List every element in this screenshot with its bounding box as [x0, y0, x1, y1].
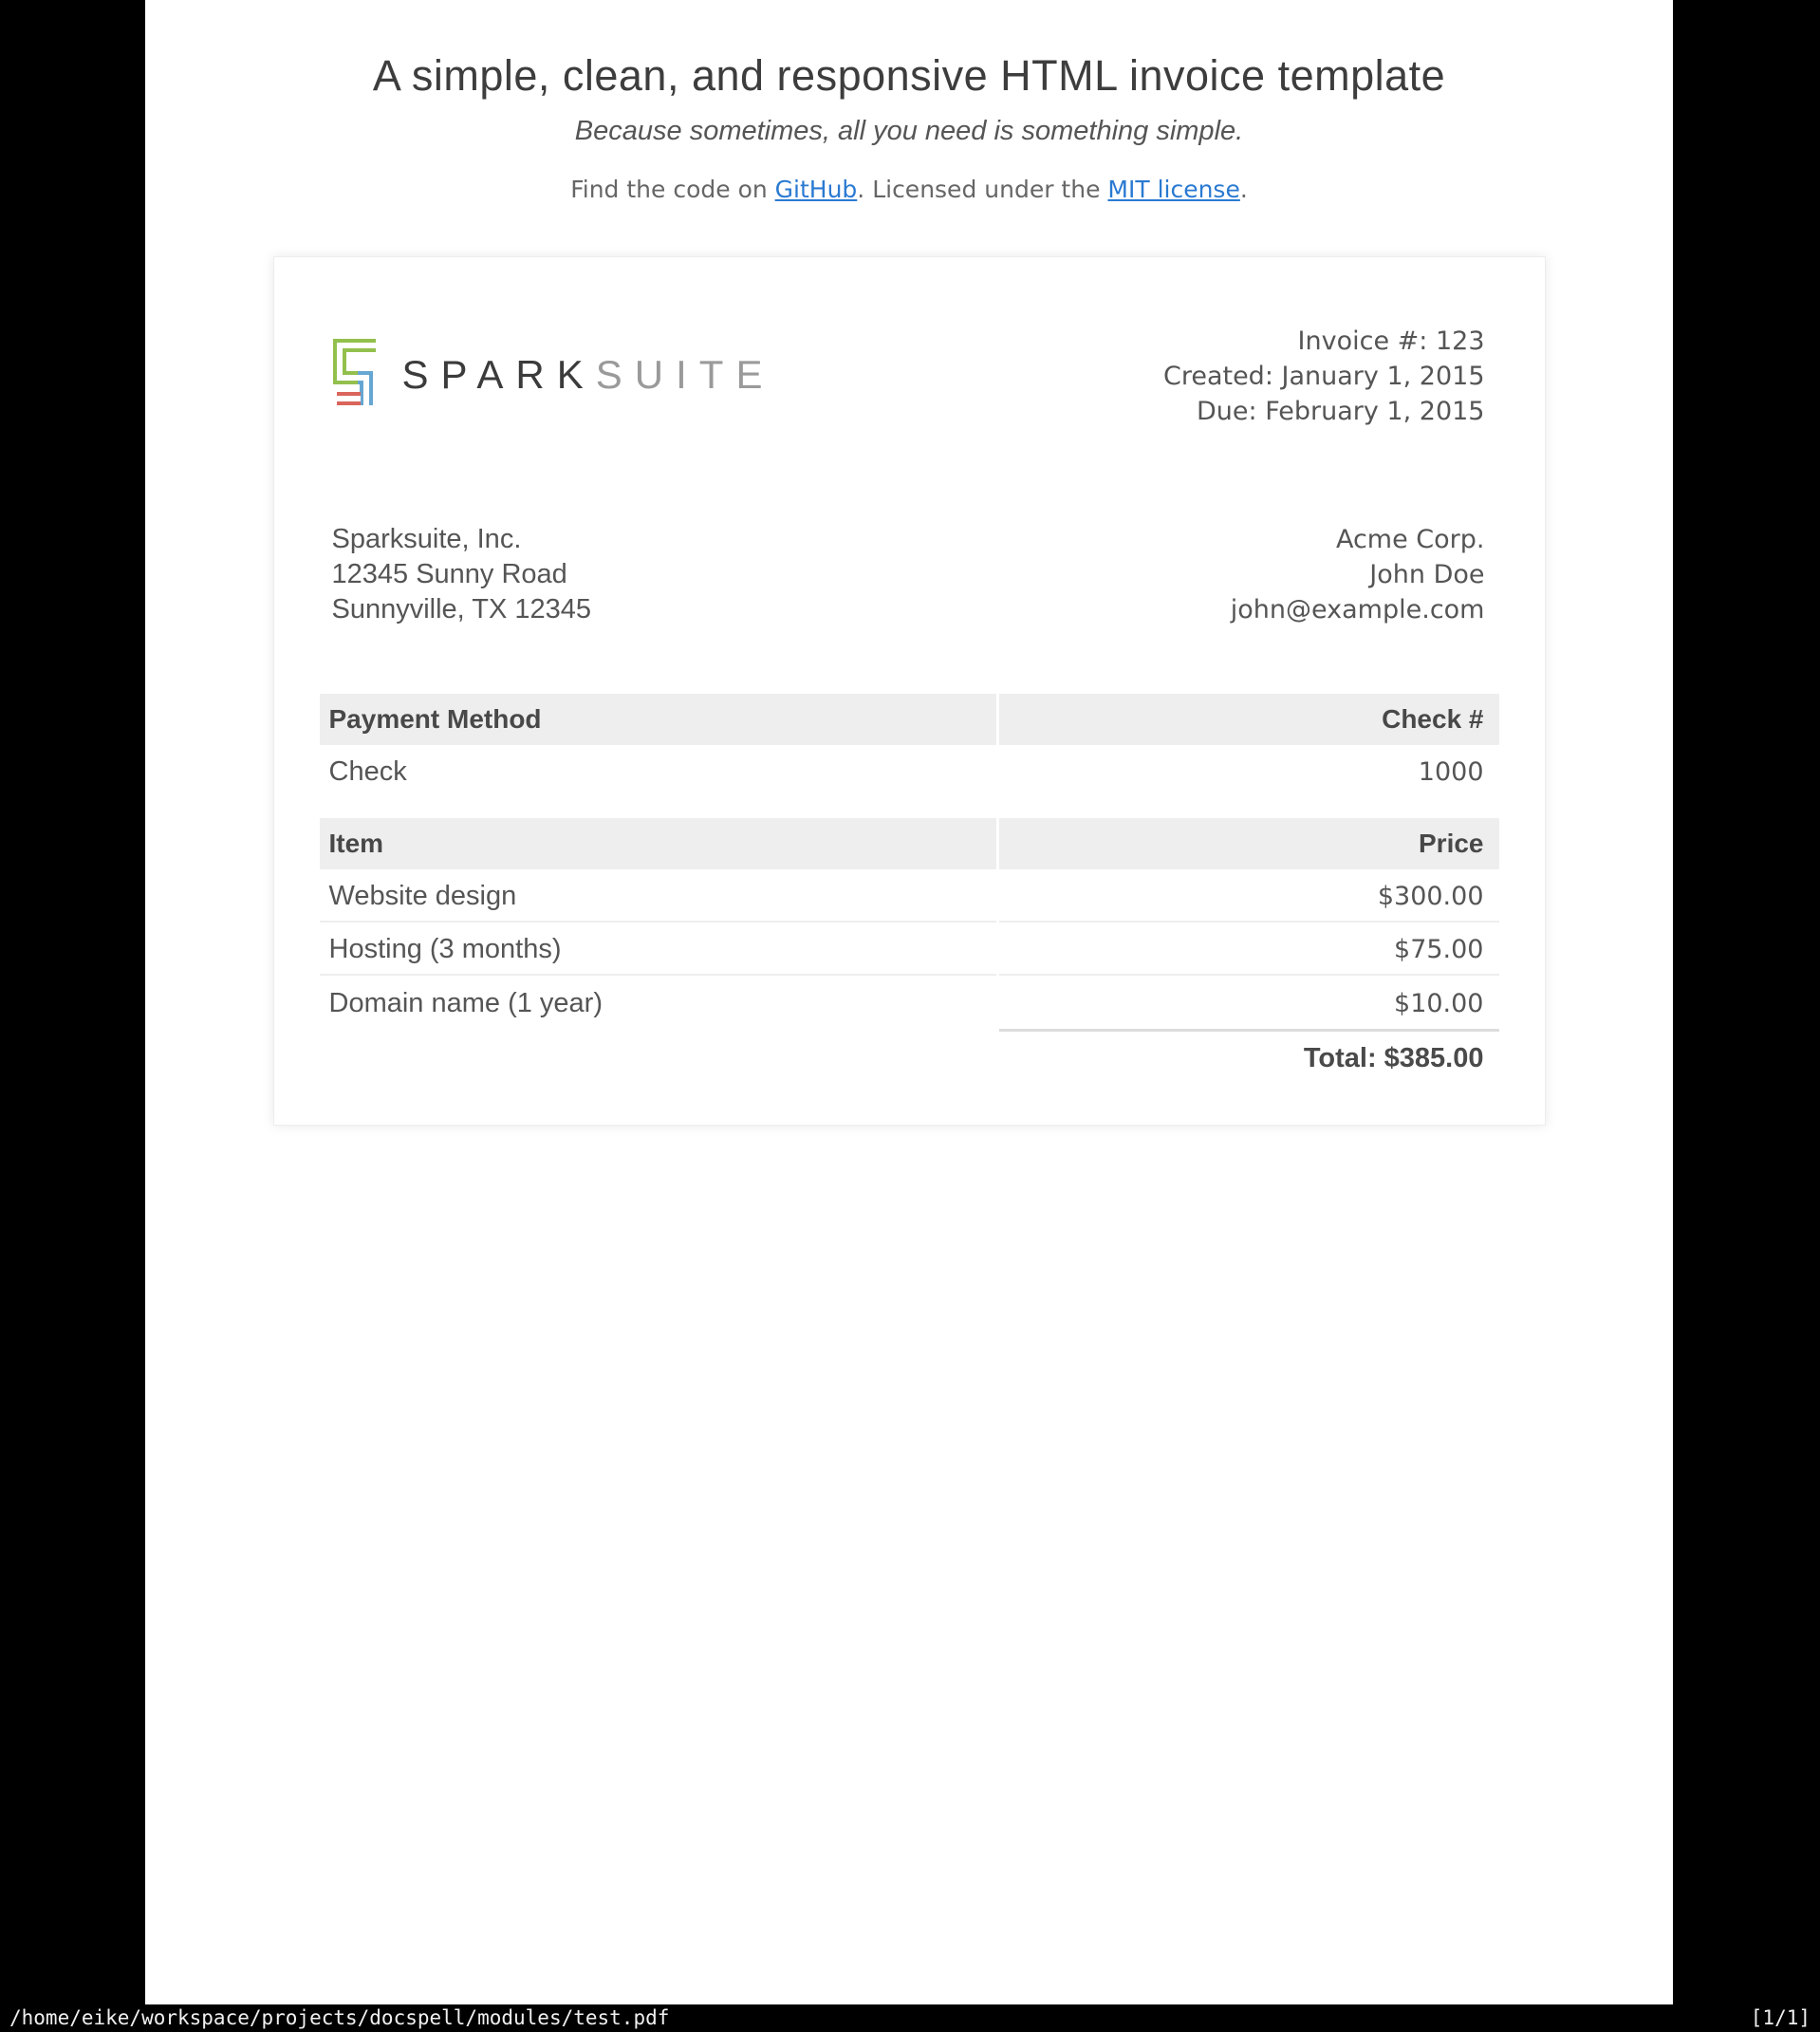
- links-suffix-text: .: [1239, 176, 1248, 203]
- page-title: A simple, clean, and responsive HTML invoice template: [372, 51, 1446, 100]
- company-logo: [317, 320, 775, 429]
- item-price: $300.00: [999, 869, 1499, 923]
- invoice-meta: [1163, 324, 1502, 429]
- item-name: Domain name (1 year): [328, 987, 603, 1018]
- items-table: [317, 818, 1502, 1074]
- links-prefix-text: Find the code on: [570, 176, 775, 203]
- from-company: Sparksuite, Inc.: [331, 524, 522, 554]
- item-name: Hosting (3 months): [320, 923, 996, 976]
- payment-method-table: [317, 694, 1502, 814]
- github-link[interactable]: GitHub: [774, 176, 858, 203]
- statusbar-page-indicator: [1/1]: [1750, 2006, 1811, 2029]
- check-number-header: Check #: [999, 694, 1499, 745]
- viewer-statusbar: [0, 2004, 1820, 2032]
- table-row: [320, 923, 1499, 976]
- mit-license-link[interactable]: MIT license: [1107, 176, 1240, 203]
- invoice-number: Invoice #: 123: [1297, 326, 1485, 356]
- statusbar-file-path: /home/eike/workspace/projects/docspell/modules/test.pdf: [9, 2006, 670, 2029]
- total-row: [320, 1029, 1499, 1074]
- item-price: $10.00: [1394, 988, 1484, 1018]
- price-header: Price: [999, 818, 1499, 869]
- table-row: [320, 869, 1499, 923]
- to-person: John Doe: [1369, 560, 1485, 589]
- to-company: Acme Corp.: [1335, 525, 1485, 554]
- wordmark-secondary: SUITE: [595, 351, 775, 397]
- company-wordmark: [402, 352, 775, 398]
- from-city: Sunnyville, TX 12345: [331, 594, 592, 625]
- invoice-due-date: Due: February 1, 2015: [1197, 397, 1485, 426]
- sparksuite-logo-icon: [332, 338, 378, 412]
- table-row: [320, 745, 1499, 814]
- invoice-total: Total: $385.00: [999, 1029, 1499, 1074]
- pdf-page: [145, 0, 1673, 2004]
- table-row: [320, 976, 1499, 1029]
- item-name: Website design: [320, 869, 996, 923]
- links-middle-text: . Licensed under the: [857, 176, 1108, 203]
- wordmark-primary: SPARK: [401, 351, 596, 397]
- payment-method-header: Payment Method: [320, 694, 996, 745]
- to-email: john@example.com: [1230, 595, 1485, 625]
- to-address: [1231, 522, 1502, 627]
- page-subtitle: Because sometimes, all you need is something simple.: [574, 116, 1244, 146]
- invoice-created-date: Created: January 1, 2015: [1162, 362, 1485, 391]
- item-header: Item: [320, 818, 996, 869]
- invoice-top-row: [317, 299, 1502, 429]
- item-price: $75.00: [999, 923, 1499, 976]
- invoice-addresses: [317, 522, 1502, 627]
- links-line: [145, 176, 1673, 203]
- from-street: 12345 Sunny Road: [331, 559, 567, 589]
- from-address: [317, 522, 592, 627]
- items-table-header-row: [320, 818, 1499, 869]
- total-spacer: [320, 1029, 996, 1074]
- check-number-value: 1000: [1418, 757, 1484, 787]
- payment-table-header-row: [320, 694, 1499, 745]
- payment-method-value: Check: [328, 756, 407, 787]
- invoice-box: [273, 256, 1546, 1126]
